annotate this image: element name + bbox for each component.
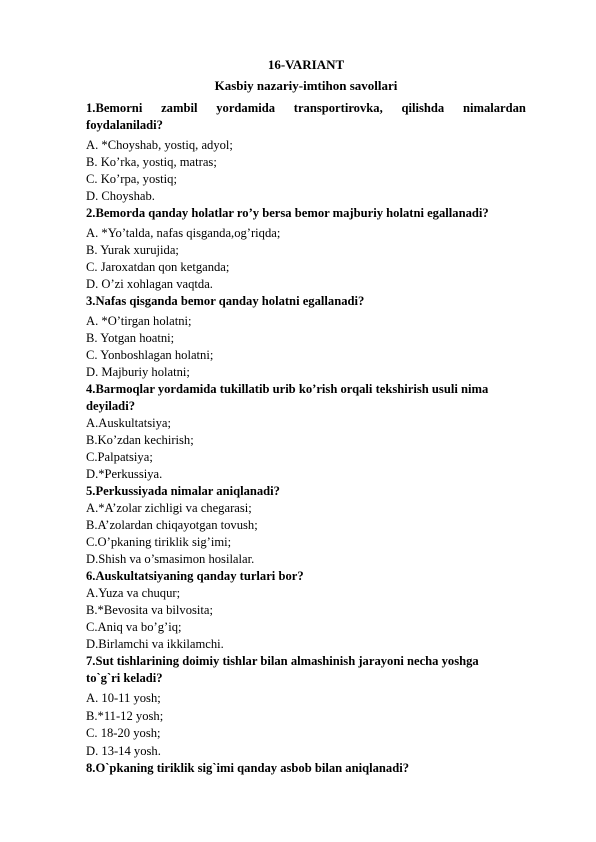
answer-list [86, 415, 526, 483]
variant-title: 16-VARIANT [267, 57, 345, 72]
question-1-line-2: foydalaniladi? [86, 118, 163, 132]
question-1 [86, 100, 526, 205]
answer-option-a: A. *Yo’talda, nafas qisganda,og’riqda; [86, 226, 281, 240]
answer-option-d: D. Choyshab. [86, 189, 155, 203]
answer-list [86, 313, 526, 381]
answer-option-a: A. *Choyshab, yostiq, adyol; [86, 138, 233, 152]
answer-option-d: D. Majburiy holatni; [86, 365, 190, 379]
answer-option-a: A. *O’tirgan holatni; [86, 314, 192, 328]
answer-option-d: D. 13-14 yosh. [86, 743, 161, 758]
answer-option-b: B. Yotgan hoatni; [86, 331, 175, 345]
answer-option-d: D.*Perkussiya. [86, 467, 163, 481]
question-7-line-2: to`g`ri keladi? [86, 671, 163, 685]
question-1-line-1 [86, 100, 526, 117]
answer-option-c: C.Aniq va bo’g’iq; [86, 620, 182, 634]
document-subtitle: Kasbiy nazariy-imtihon savollari [214, 78, 398, 93]
answer-option-c: C.Palpatsiya; [86, 450, 153, 464]
question-5-text: 5.Perkussiyada nimalar aniqlanadi? [86, 484, 280, 498]
question-6 [86, 568, 526, 653]
answer-option-b: B.*11-12 yosh; [86, 708, 164, 723]
answer-option-a: A.Auskultatsiya; [86, 416, 172, 430]
answer-option-c: C.O’pkaning tiriklik sig’imi; [86, 535, 232, 549]
question-word: qilishda [401, 101, 445, 115]
answer-list [86, 500, 526, 568]
question-8-text: 8.O`pkaning tiriklik sig`imi qanday asbob bilan aniqlanadi? [86, 761, 410, 776]
answer-option-a: A.Yuza va chuqur; [86, 586, 181, 600]
question-6-text: 6.Auskultatsiyaning qanday turlari bor? [86, 569, 304, 583]
answer-option-b: B.A’zolardan chiqayotgan tovush; [86, 518, 258, 532]
answer-option-a: A. 10-11 yosh; [86, 691, 161, 705]
question-7 [86, 653, 526, 760]
question-3-text: 3.Nafas qisganda bemor qanday holatni egallanadi? [86, 294, 365, 308]
answer-option-b: B. Ko’rka, yostiq, matras; [86, 155, 217, 169]
question-5 [86, 483, 526, 568]
document-page [86, 56, 526, 777]
answer-option-d: D. O’zi xohlagan vaqtda. [86, 277, 213, 291]
question-4-line-1: 4.Barmoqlar yordamida tukillatib urib ko’rish orqali tekshirish usuli nima [86, 382, 489, 396]
question-4-line-2: deyiladi? [86, 399, 135, 413]
answer-option-b: B.Ko’zdan kechirish; [86, 433, 194, 447]
question-word: yordamida [216, 101, 275, 115]
answer-list [86, 225, 526, 293]
question-3 [86, 293, 526, 381]
answer-option-c: C. 18-20 yosh; [86, 726, 161, 741]
answer-list [86, 585, 526, 653]
question-word: transportirovka, [293, 101, 383, 115]
answer-option-c: C. Jaroxatdan qon ketganda; [86, 260, 230, 274]
answer-option-d: D.Birlamchi va ikkilamchi. [86, 637, 224, 651]
answer-option-b: B.*Bevosita va bilvosita; [86, 603, 213, 617]
question-4 [86, 381, 526, 483]
answer-list [86, 690, 526, 760]
question-7-line-1: 7.Sut tishlarining doimiy tishlar bilan almashinish jarayoni necha yoshga [86, 654, 479, 668]
answer-option-d: D.Shish va o’smasimon hosilalar. [86, 552, 255, 566]
answer-option-b: B. Yurak xurujida; [86, 243, 179, 257]
answer-option-a: A.*A’zolar zichligi va chegarasi; [86, 501, 252, 515]
answer-option-c: C. Yonboshlagan holatni; [86, 348, 214, 362]
question-word: zambil [161, 101, 198, 115]
question-2 [86, 205, 526, 293]
question-2-text: 2.Bemorda qanday holatlar ro’y bersa bemor majburiy holatni egallanadi? [86, 206, 489, 220]
question-8 [86, 760, 526, 777]
answer-option-c: C. Ko’rpa, yostiq; [86, 172, 177, 186]
question-word: nimalardan [462, 101, 526, 115]
answer-list [86, 137, 526, 205]
question-word: 1.Bemorni [86, 101, 143, 115]
